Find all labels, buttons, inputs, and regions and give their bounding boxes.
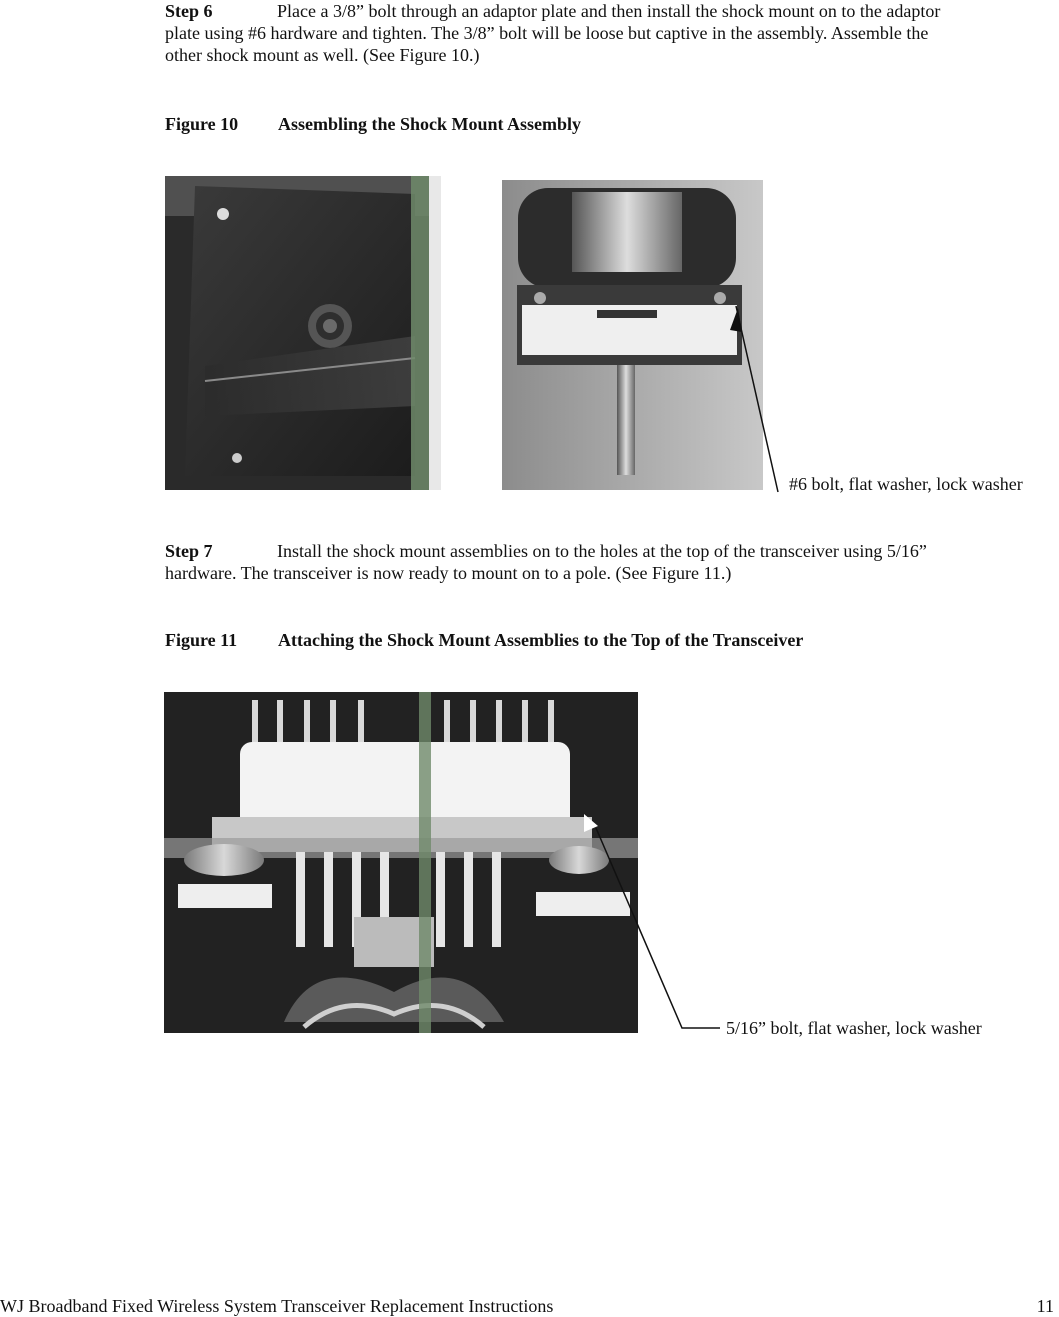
- figure-11-callout: 5/16” bolt, flat washer, lock washer: [726, 1018, 982, 1038]
- figure-10-number: Figure 10: [165, 114, 239, 134]
- step-6-first-line: [165, 0, 1055, 22]
- step-6-label: Step 6: [165, 1, 213, 21]
- figure-11-number: Figure 11: [165, 630, 238, 650]
- step-6-line-2: plate using #6 hardware and tighten. The 3/8” bolt will be loose but captive in the assembly. Assemble the: [165, 23, 929, 43]
- step-7-paragraph: [165, 540, 1055, 584]
- step-7-label: Step 7: [165, 541, 213, 561]
- step-7-first-line: [165, 540, 1055, 562]
- step-6-line-1: Place a 3/8” bolt through an adaptor plate and then install the shock mount on to the adaptor: [277, 1, 941, 21]
- figure-11-callout-line: [590, 820, 730, 1035]
- shock-mount-photo: [502, 180, 763, 490]
- figure-10-title: Assembling the Shock Mount Assembly: [278, 114, 582, 134]
- figure-10-callout: #6 bolt, flat washer, lock washer: [789, 474, 1023, 494]
- figure-10-callout-line: [730, 300, 790, 500]
- figure-10-caption: [165, 114, 581, 135]
- adaptor-plate-photo: [165, 176, 441, 490]
- transceiver-photo: [164, 692, 638, 1033]
- step-6-paragraph: [165, 0, 1055, 66]
- footer-title: WJ Broadband Fixed Wireless System Transceiver Replacement Instructions: [0, 1296, 554, 1316]
- figure-11-title: Attaching the Shock Mount Assemblies to the Top of the Transceiver: [278, 630, 804, 650]
- figure-11-caption: [165, 630, 803, 651]
- step-7-line-1: Install the shock mount assemblies on to the holes at the top of the transceiver using 5/16”: [277, 541, 927, 561]
- step-6-line-3: other shock mount as well. (See Figure 10.): [165, 45, 480, 65]
- page-number: 11: [1036, 1296, 1054, 1316]
- step-7-line-2: hardware. The transceiver is now ready to mount on to a pole. (See Figure 11.): [165, 563, 732, 583]
